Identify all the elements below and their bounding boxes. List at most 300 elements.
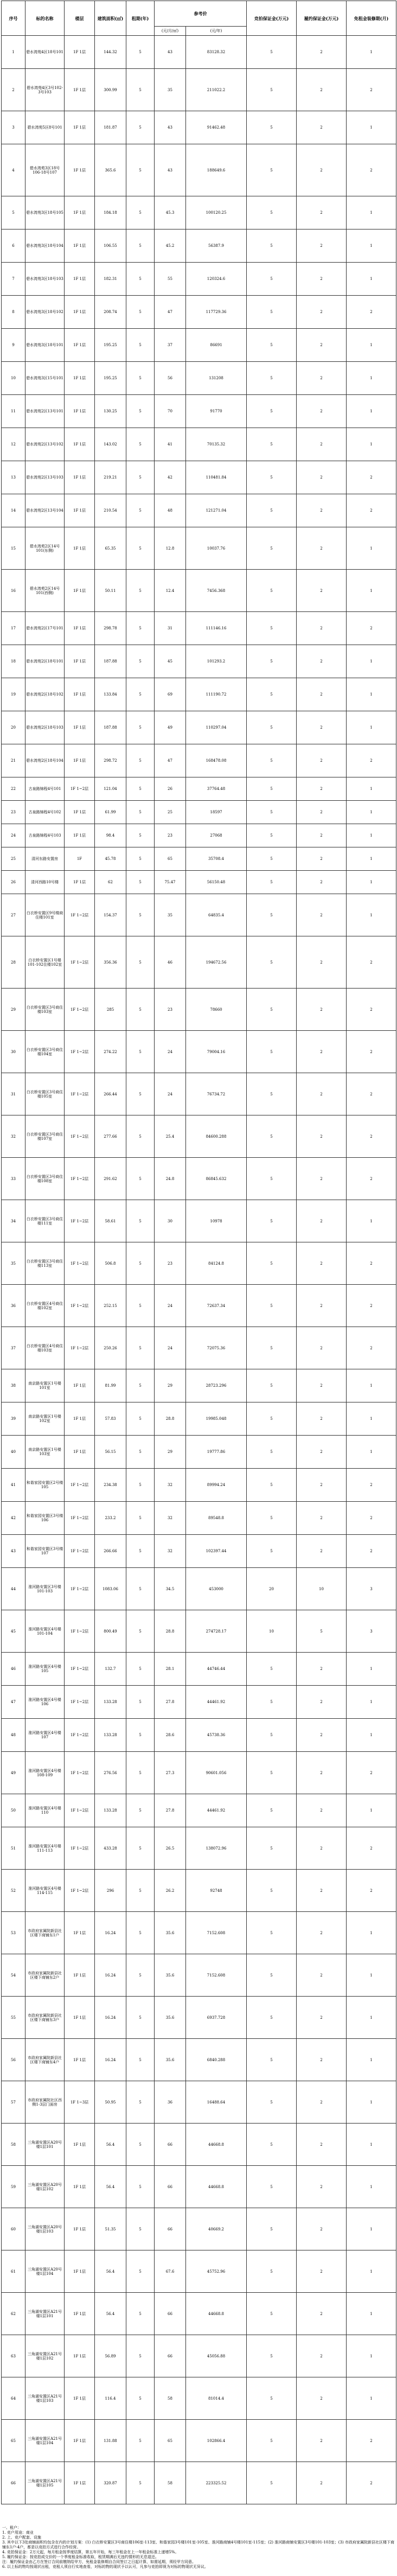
row-perf-bond: 5	[297, 1610, 347, 1653]
row-perf-bond: 2	[297, 711, 347, 744]
row-perf-bond: 2	[297, 612, 347, 645]
row-floor: 1F 1层	[65, 678, 95, 711]
row-no: 42	[2, 1502, 25, 1535]
row-free-period: 2	[347, 744, 396, 777]
row-area: 285	[95, 989, 126, 1031]
row-price-year: 7456.368	[186, 570, 247, 612]
row-term: 5	[126, 1158, 155, 1200]
row-perf-bond: 2	[297, 2462, 347, 2504]
row-free-period: 1	[347, 894, 396, 936]
row-perf-bond: 2	[297, 1954, 347, 1997]
row-no: 3	[2, 111, 25, 144]
row-perf-bond: 2	[297, 936, 347, 989]
row-perf-bond: 2	[297, 1827, 347, 1870]
row-deposit: 5	[247, 263, 297, 296]
row-area: 62	[95, 871, 126, 894]
row-term: 5	[126, 1242, 155, 1285]
row-term: 5	[126, 36, 155, 69]
row-term: 5	[126, 1653, 155, 1686]
row-term: 5	[126, 196, 155, 229]
note-line: 4. 竞拍保证金：2万元起，每月租金按季度结算，第五年开始，每三年租金在上一年租金标准上递增5%。	[2, 2550, 179, 2554]
row-deposit: 5	[247, 2462, 297, 2504]
table-row	[2, 494, 396, 527]
row-deposit: 5	[247, 329, 297, 362]
row-deposit: 5	[247, 36, 297, 69]
row-perf-bond: 2	[297, 1752, 347, 1794]
row-price-month: 47	[155, 296, 186, 329]
row-floor: 1F 1~2层	[65, 936, 95, 989]
row-term: 5	[126, 570, 155, 612]
row-area: 506.8	[95, 1242, 126, 1285]
row-free-period: 1	[347, 777, 396, 801]
row-perf-bond: 2	[297, 777, 347, 801]
row-area: 1083.06	[95, 1568, 126, 1610]
row-no: 44	[2, 1568, 25, 1610]
row-area: 56.4	[95, 2166, 126, 2208]
row-free-period: 2	[347, 69, 396, 111]
row-no: 21	[2, 744, 25, 777]
row-deposit: 5	[247, 1436, 297, 1469]
row-no: 33	[2, 1158, 25, 1200]
row-deposit: 5	[247, 2124, 297, 2166]
row-perf-bond: 2	[297, 229, 347, 263]
table-row	[2, 1115, 396, 1158]
row-perf-bond: 2	[297, 1073, 347, 1115]
row-name: 和谐家园安置区3号楼107	[25, 1535, 65, 1568]
row-price-month: 12.4	[155, 570, 186, 612]
row-term: 5	[126, 711, 155, 744]
row-no: 29	[2, 989, 25, 1031]
row-deposit: 5	[247, 362, 297, 395]
row-term: 5	[126, 1997, 155, 2039]
row-deposit: 5	[247, 678, 297, 711]
row-deposit: 5	[247, 428, 297, 461]
table-row	[2, 1502, 396, 1535]
row-floor: 1F 1~2层	[65, 1719, 95, 1752]
row-area: 208.74	[95, 296, 126, 329]
row-perf-bond: 2	[297, 395, 347, 428]
row-deposit: 10	[247, 1610, 297, 1653]
row-price-month: 29	[155, 1369, 186, 1402]
row-price-year: 83128.32	[186, 36, 247, 69]
row-price-month: 49	[155, 711, 186, 744]
row-price-year: 72637.34	[186, 1285, 247, 1327]
row-name: 碧水湾苑2区14号101(东侧)	[25, 527, 65, 570]
row-name: 碧水湾苑3区18号105	[25, 196, 65, 229]
row-free-period: 1	[347, 1686, 396, 1719]
row-deposit: 20	[247, 1568, 297, 1610]
row-no: 10	[2, 362, 25, 395]
row-price-month: 46	[155, 936, 186, 989]
row-floor: 1F 1层	[65, 2250, 95, 2293]
row-floor: 1F 1~2层	[65, 1115, 95, 1158]
row-perf-bond: 2	[297, 1870, 347, 1912]
row-deposit: 5	[247, 69, 297, 111]
row-term: 5	[126, 1502, 155, 1535]
row-price-month: 75.47	[155, 871, 186, 894]
row-price-month: 32	[155, 1469, 186, 1502]
row-price-month: 58	[155, 2462, 186, 2504]
row-deposit: 5	[247, 144, 297, 196]
row-perf-bond: 2	[297, 144, 347, 196]
row-name: 碧水湾苑2区13号101	[25, 395, 65, 428]
row-name: 清河西路10号楼	[25, 871, 65, 894]
row-free-period: 1	[347, 1719, 396, 1752]
row-deposit: 5	[247, 2166, 297, 2208]
row-name: 淮河路安置区4号楼101-104	[25, 1610, 65, 1653]
row-price-year: 91770	[186, 395, 247, 428]
row-no: 40	[2, 1436, 25, 1469]
row-area: 16.24	[95, 1954, 126, 1997]
row-price-year: 35708.4	[186, 847, 247, 871]
row-perf-bond: 2	[297, 428, 347, 461]
row-area: 130.25	[95, 395, 126, 428]
row-price-month: 32	[155, 1535, 186, 1568]
row-no: 9	[2, 329, 25, 362]
header-term: 租期(年)	[126, 1, 155, 36]
row-no: 39	[2, 1402, 25, 1436]
row-term: 5	[126, 1686, 155, 1719]
row-perf-bond: 2	[297, 2166, 347, 2208]
row-deposit: 5	[247, 527, 297, 570]
row-price-year: 81014.4	[186, 2377, 247, 2420]
row-free-period: 1	[347, 2335, 396, 2377]
row-price-year: 45752.96	[186, 2250, 247, 2293]
row-term: 5	[126, 1954, 155, 1997]
row-perf-bond: 2	[297, 801, 347, 824]
row-no: 19	[2, 678, 25, 711]
row-term: 5	[126, 263, 155, 296]
row-price-year: 16488.64	[186, 2081, 247, 2124]
row-perf-bond: 2	[297, 1469, 347, 1502]
table-row	[2, 296, 396, 329]
row-deposit: 5	[247, 2039, 297, 2081]
row-price-year: 44461.92	[186, 1686, 247, 1719]
row-price-month: 43	[155, 36, 186, 69]
row-term: 5	[126, 1535, 155, 1568]
row-price-year: 56387.9	[186, 229, 247, 263]
row-deposit: 5	[247, 494, 297, 527]
row-floor: 1F 1~2层	[65, 1794, 95, 1827]
row-term: 5	[126, 2208, 155, 2250]
row-perf-bond: 2	[297, 894, 347, 936]
row-perf-bond: 2	[297, 1535, 347, 1568]
row-term: 5	[126, 111, 155, 144]
row-name: 碧水湾苑2区18号101	[25, 645, 65, 678]
row-no: 23	[2, 801, 25, 824]
row-price-month: 27.8	[155, 1794, 186, 1827]
row-term: 5	[126, 2335, 155, 2377]
row-term: 5	[126, 744, 155, 777]
row-perf-bond: 2	[297, 570, 347, 612]
table-row	[2, 1402, 396, 1436]
row-price-month: 66	[155, 2208, 186, 2250]
row-perf-bond: 2	[297, 527, 347, 570]
row-name: 淮河路安置区4号楼107	[25, 1719, 65, 1752]
row-free-period: 2	[347, 461, 396, 494]
row-name: 南京路安置区1号楼103室	[25, 1436, 65, 1469]
table-row	[2, 989, 396, 1031]
row-price-year: 44461.92	[186, 1794, 247, 1827]
row-no: 57	[2, 2081, 25, 2124]
header-ref-price: 参考价	[155, 1, 247, 27]
row-price-month: 58	[155, 2377, 186, 2420]
row-name: 碧水湾苑2区18号102	[25, 678, 65, 711]
row-free-period: 1	[347, 2293, 396, 2335]
row-area: 133.28	[95, 1719, 126, 1752]
row-deposit: 5	[247, 1719, 297, 1752]
row-area: 133.84	[95, 678, 126, 711]
row-floor: 1F 1~2层	[65, 1752, 95, 1794]
row-area: 133.28	[95, 1686, 126, 1719]
row-perf-bond: 2	[297, 1997, 347, 2039]
row-area: 16.24	[95, 2039, 126, 2081]
row-area: 133.28	[95, 1794, 126, 1827]
row-perf-bond: 2	[297, 1369, 347, 1402]
row-price-year: 211022.2	[186, 69, 247, 111]
row-price-month: 55	[155, 263, 186, 296]
table-row	[2, 1719, 396, 1752]
row-no: 35	[2, 1242, 25, 1285]
row-perf-bond: 2	[297, 1402, 347, 1436]
row-price-month: 35	[155, 894, 186, 936]
row-perf-bond: 2	[297, 362, 347, 395]
row-free-period: 1	[347, 2081, 396, 2124]
rental-listing-table	[1, 1, 396, 2504]
row-perf-bond: 2	[297, 871, 347, 894]
row-price-month: 45.3	[155, 196, 186, 229]
row-term: 5	[126, 1912, 155, 1954]
row-name: 和谐家园安置区3号楼106	[25, 1502, 65, 1535]
row-deposit: 5	[247, 645, 297, 678]
row-price-month: 25	[155, 801, 186, 824]
row-term: 5	[126, 612, 155, 645]
table-row	[2, 824, 396, 847]
row-deposit: 5	[247, 871, 297, 894]
row-price-year: 89548.8	[186, 1502, 247, 1535]
row-perf-bond: 2	[297, 263, 347, 296]
row-floor: 1F 1~2层	[65, 777, 95, 801]
row-name: 淮河路安置区4号楼108-109	[25, 1752, 65, 1794]
row-price-year: 89994.24	[186, 1469, 247, 1502]
row-perf-bond: 2	[297, 1912, 347, 1954]
row-term: 5	[126, 1073, 155, 1115]
row-free-period: 2	[347, 144, 396, 196]
row-name: 淮河路安置区4号楼105	[25, 1653, 65, 1686]
row-perf-bond: 2	[297, 2124, 347, 2166]
row-price-year: 102397.44	[186, 1535, 247, 1568]
row-name: 市政府家属院新县社区楼下商铺东3户	[25, 1997, 65, 2039]
row-price-month: 28.8	[155, 1402, 186, 1436]
row-price-month: 27.3	[155, 1752, 186, 1794]
table-row	[2, 69, 396, 111]
row-free-period: 1	[347, 2124, 396, 2166]
table-body	[2, 36, 396, 2504]
table-row	[2, 229, 396, 263]
row-price-month: 67.6	[155, 2250, 186, 2293]
row-price-year: 79004.16	[186, 1031, 247, 1073]
row-no: 50	[2, 1794, 25, 1827]
row-free-period: 1	[347, 711, 396, 744]
row-floor: 1F 1~2层	[65, 1568, 95, 1610]
row-free-period: 1	[347, 847, 396, 871]
row-no: 32	[2, 1115, 25, 1158]
row-price-year: 44746.44	[186, 1653, 247, 1686]
row-free-period: 1	[347, 1200, 396, 1242]
row-free-period: 1	[347, 871, 396, 894]
row-perf-bond: 2	[297, 329, 347, 362]
row-free-period: 2	[347, 1073, 396, 1115]
row-deposit: 5	[247, 2335, 297, 2377]
row-floor: 1F 1层	[65, 2208, 95, 2250]
row-term: 5	[126, 777, 155, 801]
row-no: 63	[2, 2335, 25, 2377]
row-no: 14	[2, 494, 25, 527]
row-area: 154.37	[95, 894, 126, 936]
row-name: 白衣桥安置区3号商住楼111室	[25, 1200, 65, 1242]
row-no: 34	[2, 1200, 25, 1242]
row-deposit: 5	[247, 1115, 297, 1158]
row-area: 298.78	[95, 612, 126, 645]
row-free-period: 1	[347, 428, 396, 461]
row-free-period: 1	[347, 196, 396, 229]
row-area: 320.87	[95, 2462, 126, 2504]
row-price-year: 117729.36	[186, 296, 247, 329]
row-area: 365.6	[95, 144, 126, 196]
row-deposit: 5	[247, 196, 297, 229]
row-term: 5	[126, 894, 155, 936]
row-price-month: 26.5	[155, 1827, 186, 1870]
row-price-year: 453000	[186, 1568, 247, 1610]
row-price-year: 138072.96	[186, 1827, 247, 1870]
row-name: 三角湖安置区A21号楼1层101	[25, 2293, 65, 2335]
note-line: 3. 其中以下3处商铺面积均包含在内的计划方案：(1) 白衣桥安置区3号商住楼106室-113室、和谐家园3号楼101室-105室、淮河路商铺4号楼101室-115室；(2) 淮河路商铺安置区3号楼101-103室；(3) 市政府家属院新县社区楼下商铺东1户-4户，都是以竞拍方式进行合作经营。	[2, 2540, 394, 2549]
row-deposit: 5	[247, 777, 297, 801]
row-floor: 1F 1~2层	[65, 1653, 95, 1686]
row-perf-bond: 2	[297, 989, 347, 1031]
row-name: 南京路安置区1号楼102室	[25, 1402, 65, 1436]
row-free-period: 1	[347, 1794, 396, 1827]
row-area: 58.61	[95, 1200, 126, 1242]
row-deposit: 5	[247, 1912, 297, 1954]
row-free-period: 1	[347, 1997, 396, 2039]
row-price-month: 28.1	[155, 1653, 186, 1686]
row-area: 144.32	[95, 36, 126, 69]
table-row	[2, 678, 396, 711]
row-deposit: 5	[247, 2293, 297, 2335]
row-deposit: 5	[247, 936, 297, 989]
row-free-period: 1	[347, 678, 396, 711]
row-deposit: 5	[247, 2420, 297, 2462]
row-area: 187.88	[95, 645, 126, 678]
row-floor: 1F 1层	[65, 612, 95, 645]
row-name: 碧水湾苑2区13号104	[25, 494, 65, 527]
row-name: 碧水湾苑3区18号102	[25, 296, 65, 329]
row-free-period: 1	[347, 2166, 396, 2208]
row-deposit: 5	[247, 296, 297, 329]
row-free-period: 2	[347, 1115, 396, 1158]
row-name: 市政府家属院新县社区楼下商铺东1户	[25, 1912, 65, 1954]
row-price-month: 48	[155, 494, 186, 527]
row-free-period: 1	[347, 395, 396, 428]
row-area: 121.04	[95, 777, 126, 801]
row-floor: 1F 1层	[65, 744, 95, 777]
row-price-month: 23	[155, 1242, 186, 1285]
row-term: 5	[126, 2039, 155, 2081]
row-no: 59	[2, 2166, 25, 2208]
row-floor: 1F 1层	[65, 2293, 95, 2335]
row-name: 碧水湾苑2区18号103	[25, 711, 65, 744]
row-price-year: 10037.76	[186, 527, 247, 570]
row-deposit: 5	[247, 1402, 297, 1436]
row-area: 187.88	[95, 711, 126, 744]
table-row	[2, 1535, 396, 1568]
header-name: 标的名称	[25, 1, 65, 36]
row-price-month: 66	[155, 2293, 186, 2335]
row-term: 5	[126, 678, 155, 711]
row-no: 56	[2, 2039, 25, 2081]
row-free-period: 1	[347, 824, 396, 847]
row-free-period: 1	[347, 1912, 396, 1954]
row-area: 274.22	[95, 1031, 126, 1073]
header-area: 建筑面积(㎡)	[95, 1, 126, 36]
row-floor: 1F 1~2层	[65, 1610, 95, 1653]
row-name: 清河东路安置房	[25, 847, 65, 871]
row-floor: 1F 1层	[65, 229, 95, 263]
row-term: 5	[126, 428, 155, 461]
row-floor: 1F 1层	[65, 570, 95, 612]
row-free-period: 2	[347, 1827, 396, 1870]
table-row	[2, 2335, 396, 2377]
row-no: 20	[2, 711, 25, 744]
row-area: 291.62	[95, 1158, 126, 1200]
row-term: 5	[126, 1870, 155, 1912]
row-term: 5	[126, 1469, 155, 1502]
row-area: 51.35	[95, 2208, 126, 2250]
row-price-year: 84124.8	[186, 1242, 247, 1285]
header-ref-unit-month: (元/月/㎡)	[155, 27, 186, 36]
row-no: 30	[2, 1031, 25, 1073]
table-row	[2, 1242, 396, 1285]
row-name: 碧水湾苑3区18号104	[25, 229, 65, 263]
row-price-month: 34.5	[155, 1568, 186, 1610]
row-price-month: 35.6	[155, 1954, 186, 1997]
row-price-year: 40669.2	[186, 2208, 247, 2250]
table-row	[2, 2039, 396, 2081]
row-deposit: 5	[247, 612, 297, 645]
row-floor: 1F 1~2层	[65, 1827, 95, 1870]
table-row	[2, 2208, 396, 2250]
note-line: 1. 竞户用途：商业	[2, 2530, 34, 2535]
row-floor: 1F 1层	[65, 1436, 95, 1469]
row-price-year: 131208	[186, 362, 247, 395]
table-row	[2, 1794, 396, 1827]
table-row	[2, 1436, 396, 1469]
row-floor: 1F 1层	[65, 645, 95, 678]
row-name: 淮河路安置区4号楼114-115	[25, 1870, 65, 1912]
row-perf-bond: 2	[297, 461, 347, 494]
row-name: 三角湖安置区A20号楼1层101	[25, 2124, 65, 2166]
row-free-period: 2	[347, 1031, 396, 1073]
row-floor: 1F 1层	[65, 2462, 95, 2504]
row-term: 5	[126, 69, 155, 111]
row-free-period: 2	[347, 989, 396, 1031]
row-deposit: 5	[247, 1827, 297, 1870]
row-deposit: 5	[247, 1285, 297, 1327]
row-perf-bond: 2	[297, 296, 347, 329]
table-row	[2, 1653, 396, 1686]
row-free-period: 2	[347, 1535, 396, 1568]
